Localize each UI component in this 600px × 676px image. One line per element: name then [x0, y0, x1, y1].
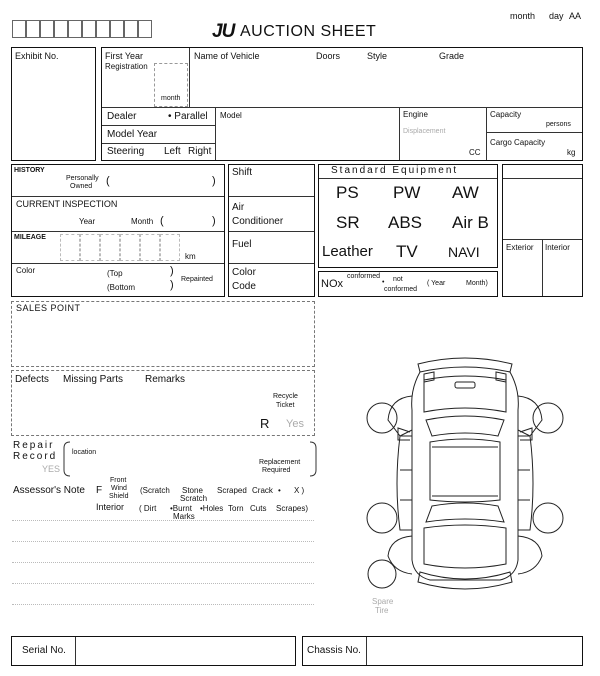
right-label: Right	[188, 146, 212, 157]
scraped-label: Scraped	[217, 486, 247, 495]
chassis-no-field[interactable]	[368, 638, 581, 664]
dirt-label: ( Dirt	[139, 504, 157, 513]
cargo-capacity-label: Cargo Capacity	[490, 138, 546, 147]
divider	[102, 143, 215, 144]
header-day: day	[549, 11, 564, 21]
conformed-label: conformed	[347, 273, 381, 280]
grade-label: Grade	[439, 51, 465, 61]
chassis-no-label: Chassis No.	[307, 645, 361, 656]
dot: •	[278, 486, 281, 495]
ju-logo: JU	[212, 21, 235, 42]
capacity-label: Capacity	[490, 110, 522, 119]
interior-label: Interior	[96, 502, 125, 512]
air-label: Air	[232, 202, 245, 213]
divider	[229, 263, 314, 264]
paren-close: )	[212, 175, 216, 187]
fuel-label: Fuel	[232, 239, 252, 250]
name-of-vehicle-label: Name of Vehicle	[194, 51, 260, 61]
burnt-label: •Burnt	[170, 504, 192, 513]
exhibit-no-label: Exhibit No.	[15, 51, 59, 61]
nox-label: NOx	[321, 278, 343, 290]
divider	[12, 196, 224, 197]
repair-brackets	[60, 440, 320, 480]
recycle-label: Recycle	[273, 393, 298, 400]
divider	[503, 178, 582, 179]
note-line[interactable]	[12, 583, 314, 584]
torn-label: Torn	[228, 504, 244, 513]
divider	[189, 48, 190, 108]
left-label: Left	[164, 146, 181, 157]
history-label: HISTORY	[14, 167, 45, 174]
spare-label: Spare	[372, 597, 394, 606]
note-line[interactable]	[12, 604, 314, 605]
dot: •	[382, 279, 385, 286]
cuts-label: Cuts	[250, 504, 267, 513]
cc-label: CC	[469, 148, 481, 157]
nox-year-label: ( Year	[427, 280, 446, 287]
top-label: (Top	[107, 269, 123, 278]
scratch-label: (Scratch	[140, 486, 170, 495]
registration-label: Registration	[105, 62, 148, 71]
car-diagram[interactable]	[360, 350, 570, 620]
sheet-title: AUCTION SHEET	[240, 23, 377, 40]
equipment-navi[interactable]: NAVI	[448, 244, 480, 260]
paren-open: (	[106, 175, 110, 187]
first-year-label: First Year	[105, 51, 144, 61]
marks-label: Marks	[173, 512, 195, 521]
model-label: Model	[220, 111, 242, 120]
not-label: not	[393, 276, 403, 283]
personally-label: Personally	[66, 175, 99, 182]
header-cell[interactable]	[68, 20, 82, 38]
exhibit-no-box[interactable]	[11, 47, 96, 161]
header-cell[interactable]	[96, 20, 110, 38]
crack-label: Crack	[252, 486, 273, 495]
kg-label: kg	[567, 148, 576, 157]
equipment-sr[interactable]: SR	[336, 213, 360, 232]
x-label: X )	[294, 486, 305, 495]
note-line[interactable]	[12, 541, 314, 542]
repair-yes[interactable]: YES	[42, 464, 61, 474]
not-conformed-label: conformed	[384, 286, 418, 293]
sales-point-label: SALES POINT	[16, 303, 81, 313]
header-month: month	[510, 11, 536, 21]
recycle-r[interactable]: R	[260, 416, 270, 431]
owned-label: Owned	[70, 183, 93, 190]
divider	[12, 263, 224, 264]
divider	[215, 108, 216, 160]
divider	[102, 125, 215, 126]
replacement-label: Replacement	[259, 459, 301, 466]
header-cell[interactable]	[124, 20, 138, 38]
equipment-pw[interactable]: PW	[393, 183, 421, 202]
model-year-label: Model Year	[107, 129, 158, 140]
style-label: Style	[367, 51, 388, 61]
serial-no-label: Serial No.	[22, 645, 66, 656]
header-cell[interactable]	[110, 20, 124, 38]
month-label: month	[161, 95, 181, 102]
mileage-cell[interactable]	[100, 234, 120, 261]
front-label: Front	[110, 477, 127, 484]
equipment-tv[interactable]: TV	[396, 242, 418, 261]
f-label: F	[96, 485, 103, 496]
header-cell[interactable]	[12, 20, 26, 38]
shield-label: Shield	[109, 493, 129, 500]
mileage-cell[interactable]	[140, 234, 160, 261]
divider	[319, 178, 497, 179]
steering-label: Steering	[107, 146, 145, 157]
wind-label: Wind	[111, 485, 127, 492]
shift-label: Shift	[232, 167, 253, 178]
divider	[487, 132, 582, 133]
divider	[229, 196, 314, 197]
code-label: Code	[232, 281, 256, 292]
divider	[229, 231, 314, 232]
equipment-leather[interactable]: Leather	[322, 243, 373, 260]
header-cell[interactable]	[40, 20, 54, 38]
current-inspection-label: CURRENT INSPECTION	[16, 199, 118, 209]
divider	[102, 107, 582, 108]
paren-close: )	[170, 265, 174, 277]
dealer-label: Dealer	[107, 111, 137, 122]
divider	[399, 108, 400, 160]
divider	[75, 637, 76, 665]
tire-label: Tire	[375, 606, 389, 615]
defects-label: Defects	[15, 374, 49, 385]
mileage-label: MILEAGE	[14, 234, 46, 241]
header-cell[interactable]	[26, 20, 40, 38]
record-label: Record	[13, 451, 58, 462]
mileage-cell[interactable]	[160, 234, 180, 261]
header-cell[interactable]	[54, 20, 68, 38]
assessor-note-label: Assessor's Note	[13, 485, 85, 496]
recycle-yes[interactable]: Yes	[286, 418, 304, 430]
parallel-label: • Parallel	[168, 111, 208, 122]
persons-label: persons	[546, 121, 571, 128]
holes-label: •Holes	[200, 504, 224, 513]
header-aa: AA	[569, 11, 582, 21]
divider	[366, 637, 367, 665]
mileage-cell[interactable]	[60, 234, 80, 261]
missing-parts-label: Missing Parts	[63, 374, 124, 385]
repair-label: Repair	[13, 440, 55, 451]
divider	[486, 108, 487, 160]
note-line[interactable]	[12, 562, 314, 563]
bottom-label: (Bottom	[107, 283, 136, 292]
color-label: Color	[232, 267, 256, 278]
interior-label: Interior	[545, 243, 570, 252]
stone-scratch-label: Scratch	[180, 494, 208, 503]
equipment-title: Standard Equipment	[331, 165, 459, 176]
doors-label: Doors	[316, 51, 341, 61]
color-label: Color	[16, 266, 36, 275]
header-cell[interactable]	[138, 20, 152, 38]
divider	[12, 231, 224, 232]
repainted-label: Repainted	[181, 276, 213, 283]
serial-no-field[interactable]	[77, 638, 294, 664]
scrapes-label: Scrapes)	[276, 504, 309, 513]
mileage-cell[interactable]	[120, 234, 140, 261]
mileage-cell[interactable]	[80, 234, 100, 261]
km-label: km	[185, 252, 196, 261]
header-cell[interactable]	[82, 20, 96, 38]
required-label: Required	[262, 467, 291, 474]
nox-month-label: Month)	[466, 280, 488, 287]
exterior-label: Exterior	[506, 243, 534, 252]
month-label: Month	[131, 217, 154, 226]
equipment-abs[interactable]: ABS	[388, 213, 423, 232]
paren-close: )	[212, 215, 216, 227]
divider	[542, 240, 543, 296]
paren-close: )	[170, 279, 174, 291]
paren-open: (	[160, 215, 164, 227]
equipment-aw[interactable]: AW	[452, 183, 479, 202]
stone-label: Stone	[182, 486, 203, 495]
ticket-label: Ticket	[276, 402, 295, 409]
year-label: Year	[79, 217, 96, 226]
displacement-label: Displacement	[403, 128, 446, 135]
engine-label: Engine	[403, 110, 428, 119]
conditioner-label: Conditioner	[232, 216, 284, 227]
location-label: location	[72, 449, 97, 456]
note-line[interactable]	[12, 520, 314, 521]
remarks-label: Remarks	[145, 374, 186, 385]
equipment-ps[interactable]: PS	[336, 183, 359, 202]
equipment-air-b[interactable]: Air B	[452, 213, 489, 232]
